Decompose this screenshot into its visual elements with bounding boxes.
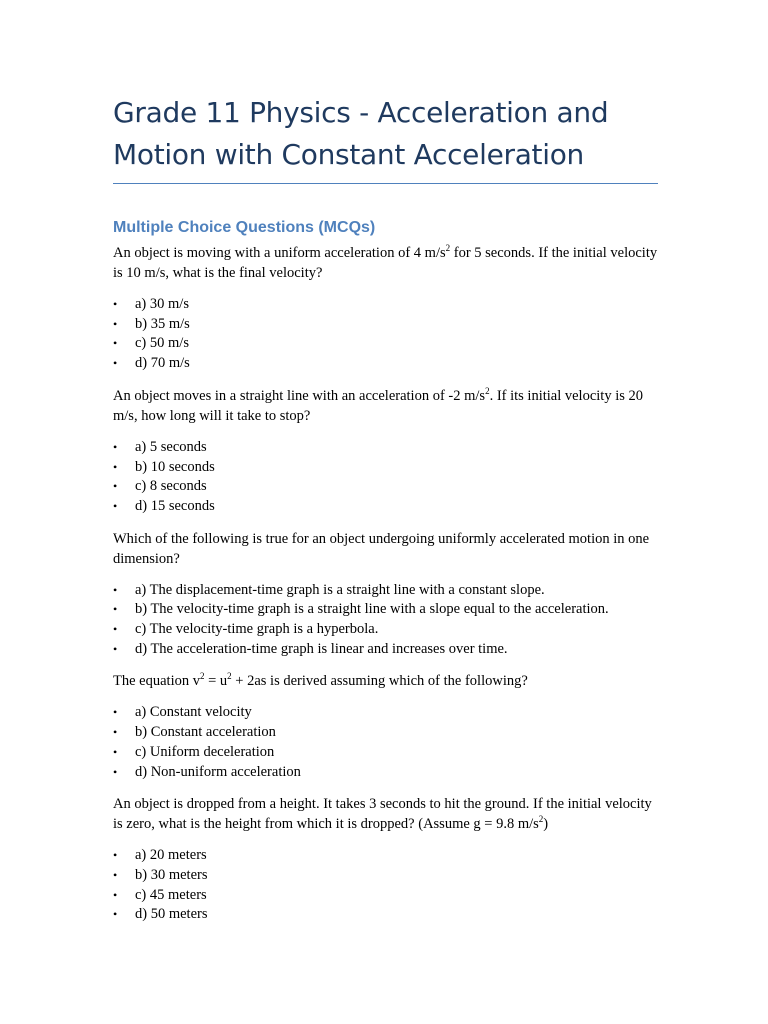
superscript: 2 [227,671,232,682]
superscript: 2 [445,243,451,254]
option-label: b) The velocity-time graph is a straight line with a slope equal to the acceleration. [135,601,609,618]
option-item [113,846,658,866]
bullet-icon: • [113,887,118,902]
option-label: a) Constant velocity [135,704,252,721]
bullet-icon: • [113,705,118,720]
bullet-icon: • [113,316,118,331]
option-item [113,743,658,763]
option-label: d) 70 m/s [135,355,190,372]
question-text: = u [204,673,228,690]
question-1 [113,243,658,283]
bullet-icon: • [113,622,118,637]
option-item [113,905,658,925]
question-text: An object moves in a straight line with an acceleration of -2 m/s [113,387,486,404]
option-item [113,581,658,601]
superscript: 2 [199,671,205,682]
bullet-icon: • [113,356,118,371]
question-3-options [113,581,658,660]
option-item [113,334,658,354]
bullet-icon: • [113,848,118,863]
question-text: + 2as is derived assuming which of the following? [231,673,528,690]
question-text: An object is dropped from a height. It takes 3 seconds to hit the ground. If the initial velocity is zero, what is the height from which it is dropped? (Assume g = 9.8 m/s [113,796,652,833]
bullet-icon: • [113,498,118,513]
superscript: 2 [485,385,490,396]
option-label: a) The displacement-time graph is a straight line with a constant slope. [135,581,545,598]
option-item [113,458,658,478]
bullet-icon: • [113,725,118,740]
option-item [113,600,658,620]
option-item [113,763,658,783]
bullet-icon: • [113,602,118,617]
option-label: a) 5 seconds [135,438,207,455]
section-heading: Multiple Choice Questions (MCQs) [113,219,376,236]
title-divider [113,183,658,184]
option-item [113,315,658,335]
option-label: b) 30 meters [135,866,208,883]
question-5 [113,794,658,834]
option-label: d) The acceleration-time graph is linear and increases over time. [135,640,508,657]
bullet-icon: • [113,641,118,656]
option-item [113,703,658,723]
option-label: c) 50 m/s [135,335,189,352]
question-2 [113,386,658,426]
option-item [113,866,658,886]
option-label: b) 10 seconds [135,458,215,475]
question-text: . If its initial velocity is 20 m/s, how long will it take to stop? [113,387,644,424]
document-title [113,92,658,176]
option-item [113,354,658,374]
bullet-icon: • [113,336,118,351]
option-label: c) The velocity-time graph is a hyperbola. [135,621,379,638]
bullet-icon: • [113,479,118,494]
option-label: a) 30 m/s [135,296,189,312]
option-label: c) 45 meters [135,886,207,903]
question-text: Which of the following is true for an object undergoing uniformly accelerated motion in one dimension? [113,530,650,567]
question-text: for 5 seconds. If the initial velocity is 10 m/s, what is the final velocity? [113,245,658,281]
option-item [113,640,658,660]
option-label: d) 50 meters [135,906,208,923]
option-item [113,886,658,906]
option-item [113,723,658,743]
option-label: d) 15 seconds [135,497,215,514]
bullet-icon: • [113,459,118,474]
option-label: b) 35 m/s [135,315,190,332]
bullet-icon: • [113,744,118,759]
bullet-icon: • [113,297,118,311]
bullet-icon: • [113,439,118,454]
question-4 [113,671,658,691]
question-1-options [113,295,658,374]
question-text: ) [543,816,549,833]
question-2-options [113,438,658,517]
option-item [113,497,658,517]
option-item [113,620,658,640]
option-item [113,438,658,458]
document-page [113,92,658,937]
title-line-1: Grade 11 Physics - Acceleration and [113,96,609,129]
option-item [113,295,658,315]
option-label: a) 20 meters [135,847,207,864]
bullet-icon: • [113,867,118,882]
superscript: 2 [538,814,544,825]
question-3 [113,529,658,569]
question-4-options [113,703,658,782]
bullet-icon: • [113,907,118,922]
option-item [113,477,658,497]
option-label: b) Constant acceleration [135,724,276,741]
question-text: The equation v [113,673,200,690]
option-label: c) Uniform deceleration [135,743,275,760]
option-label: c) 8 seconds [135,478,207,495]
bullet-icon: • [113,764,118,779]
bullet-icon: • [113,582,118,597]
question-text: An object is moving with a uniform acceleration of 4 m/s [113,245,446,261]
option-label: d) Non-uniform acceleration [135,763,301,780]
title-line-2: Motion with Constant Acceleration [113,138,584,171]
question-5-options [113,846,658,925]
